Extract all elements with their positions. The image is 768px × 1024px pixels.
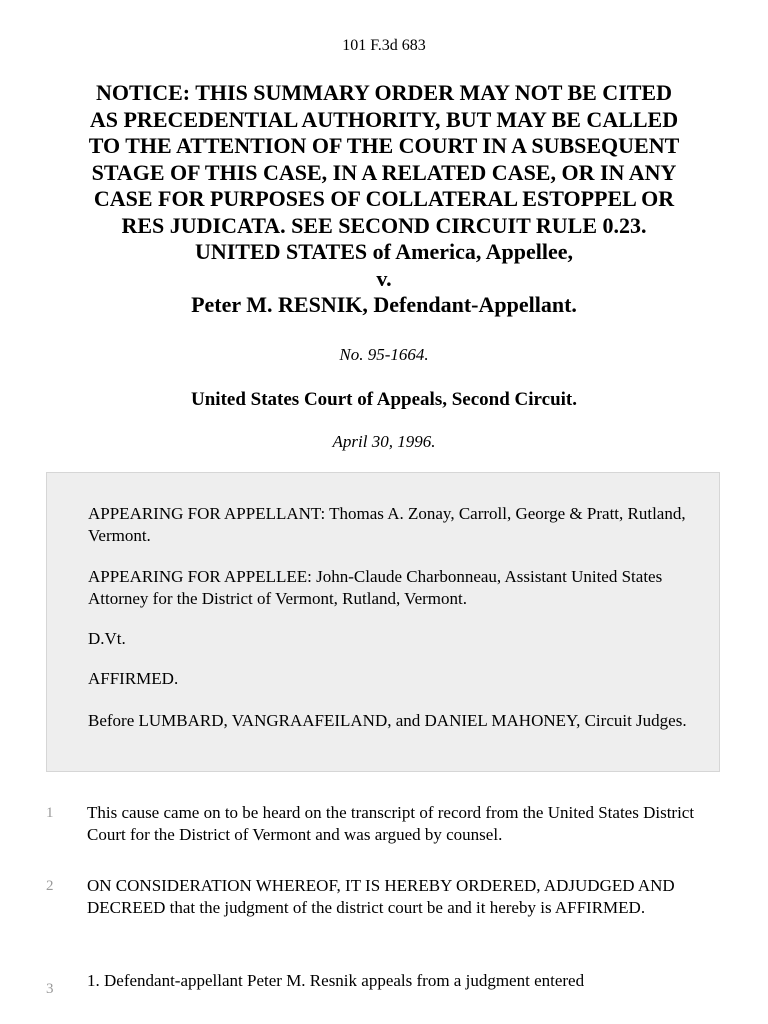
docket-number: No. 95-1664. <box>339 345 429 364</box>
notice-line-2: AS PRECEDENTIAL AUTHORITY, BUT MAY BE CALLED <box>89 106 679 132</box>
notice-line-6: RES JUDICATA. SEE SECOND CIRCUIT RULE 0.23. <box>121 212 647 238</box>
paragraph-text: 1. Defendant-appellant Peter M. Resnik appeals from a judgment entered <box>87 971 585 990</box>
district-court: D.Vt. <box>88 629 126 648</box>
party-appellee: UNITED STATES of America, Appellee, <box>194 239 574 264</box>
judges-panel: Before LUMBARD, VANGRAAFEILAND, and DANIEL MAHONEY, Circuit Judges. <box>88 711 687 730</box>
notice-line-1: NOTICE: THIS SUMMARY ORDER MAY NOT BE CITED <box>96 80 672 105</box>
notice-line-4: STAGE OF THIS CASE, IN A RELATED CASE, OR IN ANY <box>91 159 677 185</box>
notice-line-5: CASE FOR PURPOSES OF COLLATERAL ESTOPPEL OR <box>93 186 675 211</box>
paragraph-number: 3 <box>46 981 54 997</box>
court-name: United States Court of Appeals, Second Circuit. <box>191 389 577 410</box>
case-title <box>40 80 728 319</box>
appellant-counsel: APPEARING FOR APPELLANT: Thomas A. Zonay, Carroll, George & Pratt, Rutland, Vermont. <box>88 504 686 545</box>
appellee-counsel: APPEARING FOR APPELLEE: John-Claude Charbonneau, Assistant United States Attorney for the District of Vermont, Rutland, Vermont. <box>88 567 663 608</box>
paragraph-text: This cause came on to be heard on the transcript of record from the United States District Court for the District of Vermont and was argued by counsel. <box>87 803 695 844</box>
decision-date: April 30, 1996. <box>332 432 436 451</box>
paragraph-number: 2 <box>46 878 54 894</box>
case-citation: 101 F.3d 683 <box>342 37 426 54</box>
disposition: AFFIRMED. <box>88 669 179 688</box>
versus: v. <box>376 265 392 291</box>
counsel-panel <box>46 472 720 772</box>
paragraph-text: ON CONSIDERATION WHEREOF, IT IS HEREBY ORDERED, ADJUDGED AND DECREED that the judgment of the district court be and it hereby is AFFIRMED. <box>87 876 675 917</box>
party-appellant: Peter M. RESNIK, Defendant-Appellant. <box>191 292 577 317</box>
paragraph-number: 1 <box>46 805 54 821</box>
notice-line-3: TO THE ATTENTION OF THE COURT IN A SUBSEQUENT <box>88 133 680 158</box>
